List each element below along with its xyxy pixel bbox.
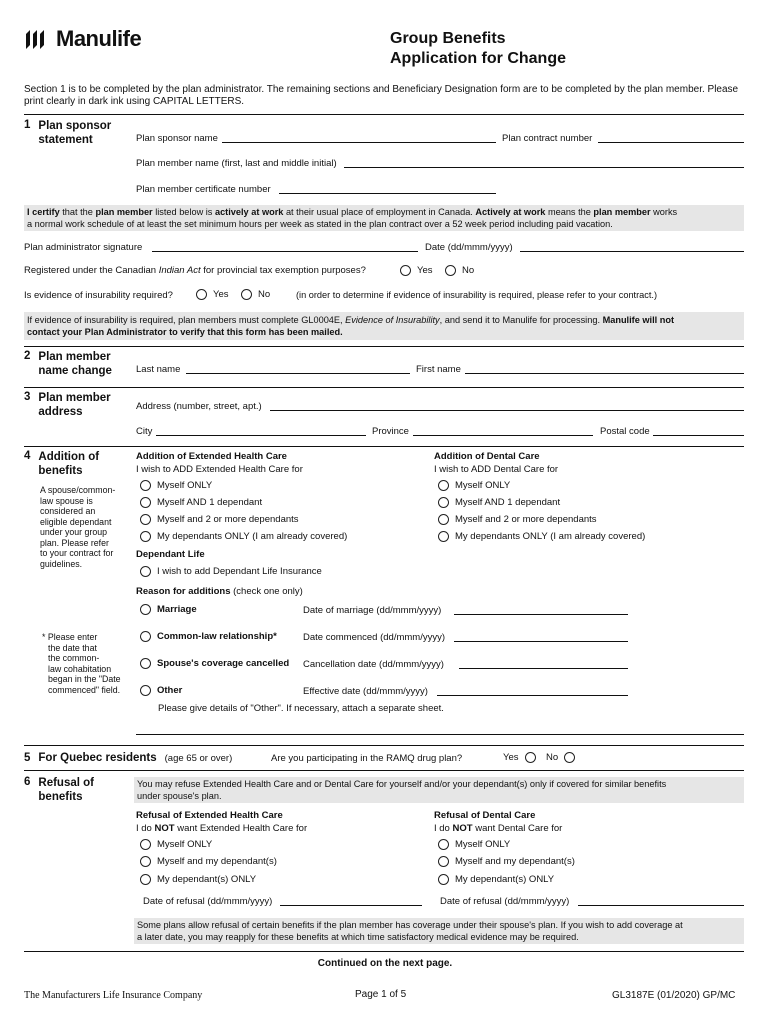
common-law-date-label: Date commenced (dd/mmm/yyyy) [303,632,446,643]
common-law-date-field[interactable] [454,641,628,642]
note-line: the date that [48,642,97,653]
question-text: Registered under the Canadian [24,265,159,276]
option-label: Myself ONLY [157,480,213,491]
title-line-2: Application for Change [390,50,566,67]
radio-circle[interactable] [241,289,252,300]
section-title: Plan member [38,351,111,363]
refusal-note-box [134,918,744,944]
refuse-dental-date-label: Date of refusal (dd/mmm/yyyy) [440,896,570,907]
certify-text: plan member [593,207,651,217]
section-number: 4 [24,450,31,462]
refuse-ehc-option[interactable] [140,874,256,885]
side-note-line: A spouse/common- [40,485,116,495]
radio-label: Yes [417,265,433,276]
eoi-no[interactable] [241,289,270,300]
section-title: Addition of [38,451,100,463]
refuse-ehc-subtitle [136,823,307,834]
question-text: Indian Act [158,265,201,276]
ramq-yes[interactable] [503,752,536,763]
option-label: My dependants ONLY (I am already covered) [455,531,646,542]
section-title: benefits [38,465,83,477]
refuse-ehc-option[interactable] [140,839,212,850]
certify-text: means the [545,207,594,217]
city-field[interactable] [156,435,366,436]
radio-circle[interactable] [438,514,449,525]
add-dental-option[interactable] [438,480,510,491]
option-label: Myself ONLY [455,480,511,491]
page-number: Page 1 of 5 [355,989,407,1000]
manulife-logo [24,26,141,52]
eoi-box-text: Manulife will not [602,315,675,325]
option-label: Myself ONLY [455,839,511,850]
note-line: * Please enter [42,632,98,642]
spouse-side-note [40,485,130,569]
refuse-dental-date-field[interactable] [578,905,744,906]
section-title: For Quebec residents [38,752,157,764]
radio-circle[interactable] [438,480,449,491]
option-label: My dependants ONLY (I am already covered) [157,531,348,542]
reason-bold: Reason for additions [136,586,231,597]
section-1-heading [24,119,111,147]
section-title: Plan sponsor [38,120,112,132]
address-label: Address (number, street, apt.) [136,401,262,412]
option-label: Myself and 2 or more dependants [157,514,299,525]
section-title: statement [38,134,93,146]
add-dental-subtitle: I wish to ADD Dental Care for [434,464,559,475]
refuse-dental-option[interactable] [438,856,575,867]
subtitle-text: want Dental Care for [472,823,563,834]
radio-circle[interactable] [564,752,575,763]
option-label: Myself AND 1 dependant [157,497,263,508]
radio-label: No [462,265,475,276]
refuse-dental-title: Refusal of Dental Care [434,810,536,821]
cancel-date-field[interactable] [459,668,628,669]
eoi-yes[interactable] [196,289,229,300]
member-name-field[interactable] [344,167,744,168]
add-ehc-option[interactable] [140,497,262,508]
certify-text: works [650,207,678,217]
indian-act-question [24,265,366,276]
radio-circle[interactable] [140,658,151,669]
radio-label: Yes [213,289,229,300]
section-6-heading [24,776,94,804]
company-name: The Manufacturers Life Insurance Company [24,990,203,1001]
member-name-label: Plan member name (first, last and middle initial) [136,158,337,169]
reason-title [136,586,303,597]
refuse-dental-option[interactable] [438,839,510,850]
address-field[interactable] [270,410,744,411]
note-line: commenced" field. [48,684,121,695]
radio-circle[interactable] [140,685,151,696]
info-line: You may refuse Extended Health Care and or Dental Care for yourself and/or your dependant(s) only if covered for similar benefits [137,779,667,789]
side-note-line: to your contract for [40,548,114,558]
radio-label: No [258,289,271,300]
first-name-field[interactable] [465,373,744,374]
eoi-box-text: If evidence of insurability is required, plan members must complete GL0004E, [27,315,346,325]
eoi-question: Is evidence of insurability required? [24,290,173,301]
refusal-info-box [134,777,744,803]
radio-circle[interactable] [400,265,411,276]
side-note-line: guidelines. [40,558,83,569]
info-line: under spouse's plan. [137,791,222,801]
certify-text: that the [59,207,96,217]
certify-text: a normal work schedule of at least the set minimum hours per week as stated in the plan contract over a 52 week period including paid vacation. [27,219,613,229]
section-title: name change [38,365,112,377]
add-ehc-option[interactable] [140,514,299,525]
section-title: address [38,406,83,418]
postal-code-field[interactable] [653,435,744,436]
radio-circle[interactable] [525,752,536,763]
dependant-life-option[interactable] [140,566,322,577]
add-dental-option[interactable] [438,531,645,542]
radio-label: No [546,752,559,763]
subtitle-text: want Extended Health Care for [174,823,308,834]
eoi-box-text: contact your Plan Administrator to verify that this form has been mailed. [27,327,343,337]
section-2-heading [24,350,112,378]
reason-spouse-cancelled[interactable] [140,658,289,669]
age-note: (age 65 or over) [164,753,233,764]
effective-date-field[interactable] [437,695,628,696]
title-line-1: Group Benefits [390,30,506,47]
add-dental-option[interactable] [438,497,560,508]
option-label: Other [157,685,183,696]
radio-circle[interactable] [438,497,449,508]
radio-circle[interactable] [438,874,449,885]
option-label: My dependant(s) ONLY [157,874,257,885]
eoi-box-text: Evidence of Insurability [345,315,440,325]
side-note-line: law spouse is [40,495,93,506]
section-title: Plan member [38,392,111,404]
brand-name: Manulife [56,26,142,51]
date-field[interactable] [520,251,744,252]
certificate-number-field[interactable] [279,193,496,194]
province-label: Province [372,426,409,437]
subtitle-text: NOT [154,823,175,834]
reason-other[interactable] [140,685,182,696]
dependant-life-title: Dependant Life [136,549,205,560]
section-title: benefits [38,791,83,803]
note-line: law cohabitation [48,663,112,674]
refuse-ehc-date-label: Date of refusal (dd/mmm/yyyy) [143,896,273,907]
note-line: began in the "Date [48,674,121,684]
eoi-box-text: , and send it to Manulife for processing. [439,315,603,325]
other-details-field[interactable] [136,734,744,735]
option-label: Myself and 2 or more dependants [455,514,597,525]
refuse-ehc-option[interactable] [140,856,277,867]
side-note-line: under your group [40,527,107,537]
marriage-date-label: Date of marriage (dd/mmm/yyyy) [303,605,442,616]
last-name-label: Last name [136,364,181,375]
add-ehc-subtitle: I wish to ADD Extended Health Care for [136,464,303,475]
sponsor-name-field[interactable] [222,142,496,143]
admin-signature-label: Plan administrator signature [24,242,143,253]
certificate-number-label: Plan member certificate number [136,184,271,195]
radio-circle[interactable] [438,839,449,850]
refuse-ehc-date-field[interactable] [280,905,422,906]
other-details-label: Please give details of "Other". If necessary, attach a separate sheet. [158,703,444,714]
radio-circle[interactable] [140,631,151,642]
contract-number-label: Plan contract number [502,133,593,144]
contract-number-field[interactable] [598,142,744,143]
refuse-dental-subtitle [434,823,562,834]
reason-marriage[interactable] [140,604,197,615]
radio-circle[interactable] [140,874,151,885]
add-ehc-option[interactable] [140,480,212,491]
certify-text: actively at work [214,207,284,217]
radio-circle[interactable] [438,531,449,542]
ramq-no[interactable] [546,752,575,763]
option-label: Myself and my dependant(s) [455,856,575,867]
side-note-line: considered an [40,506,96,516]
radio-label: Yes [503,752,519,763]
last-name-field[interactable] [186,373,410,374]
option-label: Myself AND 1 dependant [455,497,561,508]
section-number: 1 [24,119,31,131]
certify-text: plan member [95,207,153,217]
add-dental-option[interactable] [438,514,597,525]
side-note-line: eligible dependant [40,516,112,527]
add-ehc-title: Addition of Extended Health Care [136,451,287,462]
section-title: Refusal of [38,777,94,789]
continued-note: Continued on the next page. [317,958,453,969]
section-number: 5 [24,752,31,764]
section-number: 2 [24,350,31,362]
first-name-label: First name [416,364,461,375]
sponsor-name-label: Plan sponsor name [136,133,218,144]
cancel-date-label: Cancellation date (dd/mmm/yyyy) [303,659,444,670]
radio-circle[interactable] [438,856,449,867]
radio-circle[interactable] [196,289,207,300]
option-label: I wish to add Dependant Life Insurance [157,566,322,577]
marriage-date-field[interactable] [454,614,628,615]
certify-text: at their usual place of employment in Canada. [283,207,476,217]
effective-date-label: Effective date (dd/mmm/yyyy) [303,686,428,697]
radio-circle[interactable] [140,514,151,525]
radio-circle[interactable] [140,480,151,491]
section-5-heading [24,751,232,765]
option-label: My dependant(s) ONLY [455,874,555,885]
radio-circle[interactable] [140,856,151,867]
certify-text: I certify [27,207,60,217]
indian-act-yes[interactable] [400,265,433,276]
reason-rest: (check one only) [230,586,303,597]
side-note-line: plan. Please refer [40,537,109,548]
eoi-note: (in order to determine if evidence of insurability is required, please refer to your contract.) [296,290,658,300]
radio-circle[interactable] [445,265,456,276]
reason-common-law[interactable] [140,631,277,642]
date-label: Date (dd/mmm/yyyy) [425,242,513,253]
option-label: Common-law relationship* [157,631,277,642]
add-ehc-option[interactable] [140,531,347,542]
subtitle-text: I do [434,823,453,834]
eoi-box [24,312,744,340]
postal-code-label: Postal code [600,426,650,437]
certify-text: Actively at work [475,207,546,217]
form-code: GL3187E (01/2020) GP/MC [612,990,736,1001]
note-line: a later date, you may reapply for these benefits at which time satisfactory medical evidence may be required. [137,932,579,942]
indian-act-no[interactable] [445,265,474,276]
section-4-heading [24,450,99,478]
admin-signature-field[interactable] [152,251,418,252]
ramq-question: Are you participating in the RAMQ drug plan? [271,753,463,764]
question-text: for provincial tax exemption purposes? [200,265,366,276]
intro-text: Section 1 is to be completed by the plan administrator. The remaining sections and Beneficiary Designation form are to be completed by the plan member. Please print clearly in dark ink using CAPITAL LETTERS. [24,84,739,107]
option-label: Myself and my dependant(s) [157,856,277,867]
radio-circle[interactable] [140,839,151,850]
section-3-heading [24,391,111,419]
section-number: 3 [24,391,31,403]
common-law-note [42,632,132,695]
radio-circle[interactable] [140,566,151,577]
form-title [390,29,566,69]
note-line: Some plans allow refusal of certain benefits if the plan member has coverage under their spouse's plan. If you wish to add coverage at [137,920,683,930]
certify-box [24,205,744,231]
section-number: 6 [24,776,31,788]
subtitle-text: I do [136,823,155,834]
radio-circle[interactable] [140,497,151,508]
province-field[interactable] [413,435,593,436]
option-label: Marriage [157,604,197,615]
subtitle-text: NOT [452,823,473,834]
certify-text: listed below is [152,207,215,217]
refuse-dental-option[interactable] [438,874,554,885]
add-dental-title: Addition of Dental Care [434,451,540,462]
radio-circle[interactable] [140,531,151,542]
option-label: Myself ONLY [157,839,213,850]
radio-circle[interactable] [140,604,151,615]
option-label: Spouse's coverage cancelled [157,658,290,669]
city-label: City [136,426,153,437]
refuse-ehc-title: Refusal of Extended Health Care [136,810,283,821]
manulife-m-icon [24,28,48,50]
note-line: the common- [48,653,100,663]
